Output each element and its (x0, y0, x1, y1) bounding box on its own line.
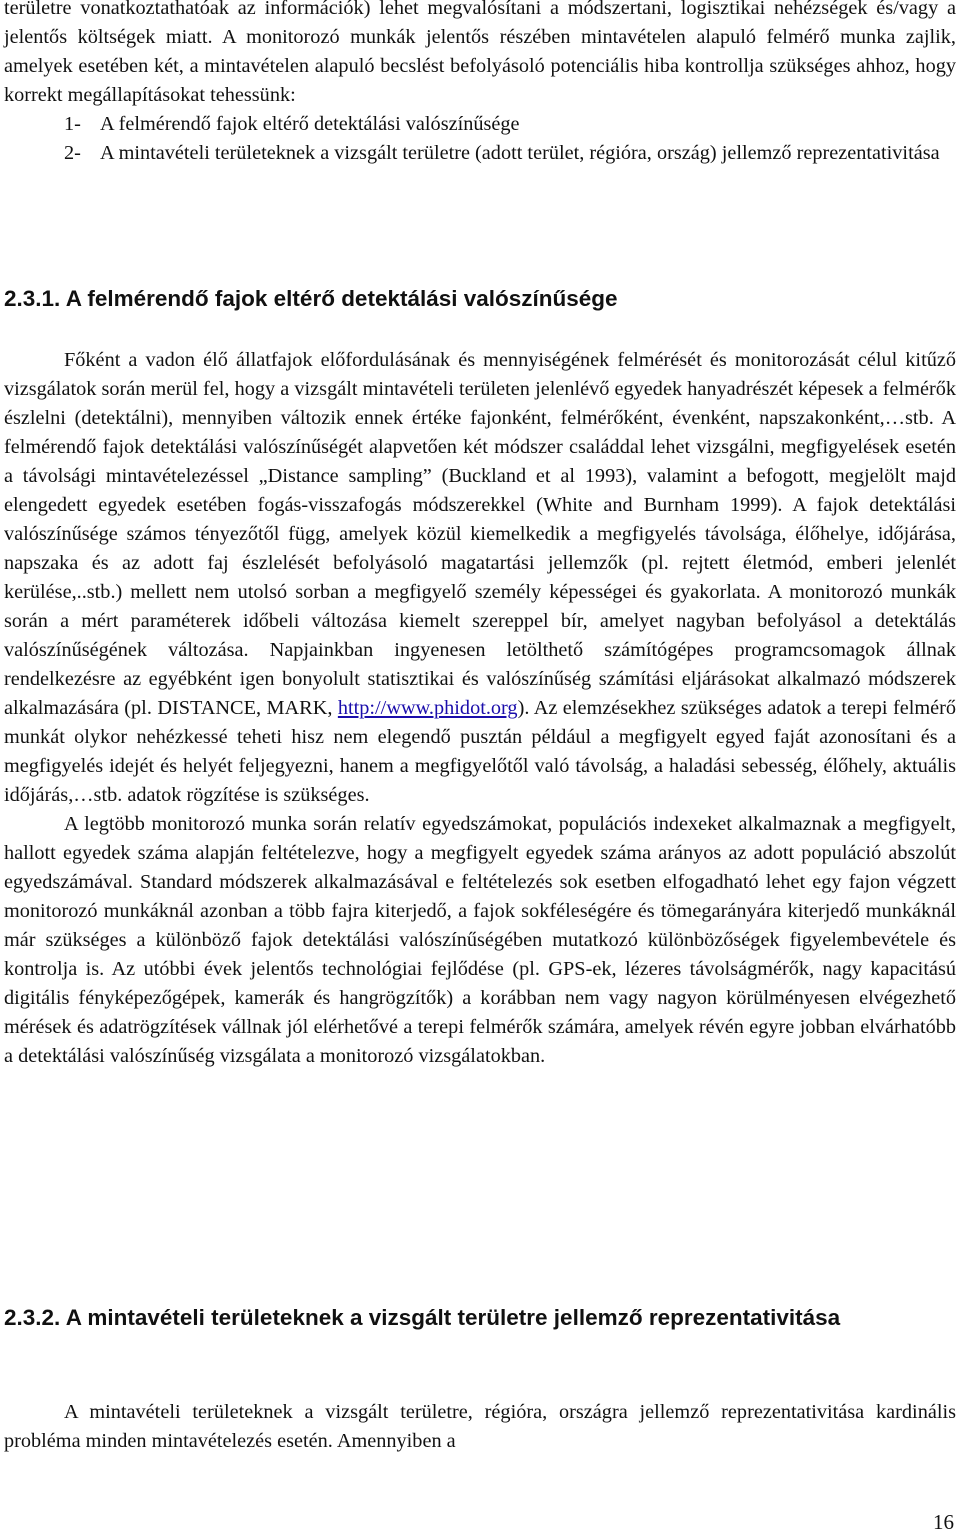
list-item-number: 2- (64, 142, 81, 164)
list-item (4, 139, 956, 168)
list-item-text: A mintavételi területeknek a vizsgált területre (adott terület, régióra, ország) jellemző reprezentativitása (100, 142, 940, 164)
section-heading-2-3-2: 2.3.2. A mintavételi területeknek a vizsgált területre jellemző reprezentativitása (4, 1305, 841, 1330)
section-2-3-2-body (4, 1398, 956, 1456)
phidot-link[interactable]: http://www.phidot.org (337, 697, 518, 719)
list-item-text: A felmérendő fajok eltérő detektálási valószínűsége (100, 113, 520, 135)
list-item-number: 1- (64, 113, 81, 135)
paragraph-detection-methods (4, 346, 956, 810)
paragraph-text-part: ). Az elemzésekhez szükséges adatok a terepi felmérő munkát olykor nehézkessé teheti hisz nem elegendő pusztán például a megfigyelt egyed faját azonosítani és a megfigyelés idejét és helyét feljegyezni, hanem a megfigyelőtől való távolság, a haladási sebesség, élőhely, aktuális időjárás,…stb. adatok rögzítése is szükséges. (4, 697, 957, 806)
section-2-3-1-body (4, 346, 956, 1071)
intro-paragraph: területre vonatkoztathatóak az információk) lehet megvalósítani a módszertani, logisztikai nehézségek és/vagy a jelentős költségek miatt. A monitorozó munkák jelentős részében mintavételen alapuló felmérő munka zajlik, amelyek esetében két, a mintavételen alapuló becslést befolyásoló potenciális hiba kontrollja szükséges ahhoz, hogy korrekt megállapításokat tehessünk: (4, 0, 956, 106)
paragraph-representativity: A mintavételi területeknek a vizsgált területre, régióra, országra jellemző reprezentativitása kardinális probléma minden mintavételezés esetén. Amennyiben a (4, 1401, 956, 1452)
section-heading-2-3-1: 2.3.1. A felmérendő fajok eltérő detektálási valószínűsége (4, 286, 618, 311)
list-item (4, 110, 956, 139)
paragraph-relative-counts: A legtöbb monitorozó munka során relatív egyedszámokat, populációs indexeket alkalmaznak a megfigyelt, hallott egyedek száma alapján feltételezve, hogy a megfigyelt egyedek száma arányos az adott populáció abszolút egyedszámával. Standard módszerek alkalmazásával e feltételezés sok esetben elfogadható lehet egy fajon végzett monitorozó munkáknál azonban a több fajra kiterjedő, a fajok sokféleségére és tömegarányára kiterjedő munkáknál már szükséges a különböző fajok detektálási valószínűségében mutatkozó különbözőségek figyelembevétele és kontrolja is. Az utóbbi évek jelentős technológiai fejlődése (pl. GPS-ek, lézeres távolságmérők, nagy kapacitású digitális fényképezőgépek, kamerák és hangrögzítők) a korábban nem vagy nagyon körülményesen elvégezhető mérések és adatrögzítések vállnak jól elérhetővé a terepi felmérők számára, amelyek révén egyre jobban elvárhatóbb a detektálási valószínűség vizsgálata a monitorozó vizsgálatokban. (4, 813, 956, 1067)
paragraph-text-part: Főként a vadon élő állatfajok előfordulásának és mennyiségének felmérését és monitorozását célul kitűző vizsgálatok során merül fel, hogy a vizsgált mintavételi területen jelenlévő egyedek hanyadrészét képesek a felmérők észlelni (detektálni), mennyiben változik ennek értéke fajonként, felmérőként, évenként, napszakonként,…stb. A felmérendő fajok detektálási valószínűségét alapvetően két módszer családdal lehet vizsgálni, megfigyelések esetén a távolsági mintavételezéssel „Distance sampling” (Buckland et al 1993), valamint a befogott, megjelölt majd elengedett egyedek esetében fogás-visszafogás módszerekkel (White and Burnham 1999). A fajok detektálási valószínűsége számos tényezőtől függ, amelyek közül kiemelkedik a megfigyelés távolsága, élőhelye, időjárása, napszaka és az adott faj észlelését befolyásoló magatartási jellemzők (pl. rejtett életmód, emberi jelenlét kerülése,..stb.) mellett nem utolsó sorban a megfigyelő személy képességei és gyakorlata. A monitorozó munkák során a mért paraméterek időbeli változása kiemelt szereppel bír, amelyet nagyban befolyásol a detektálás valószínűségének változása. Napjainkban ingyenesen letölthető számítógépes programcsomagok állnak rendelkezésre az egyébként igen bonyolult statisztikai és valószínűség számítási eljárásokat alkalmazó módszerek alkalmazására (pl. DISTANCE, MARK, (4, 349, 956, 719)
criteria-list (4, 110, 956, 168)
intro-block (4, 0, 956, 168)
page-number: 16 (933, 1510, 954, 1534)
